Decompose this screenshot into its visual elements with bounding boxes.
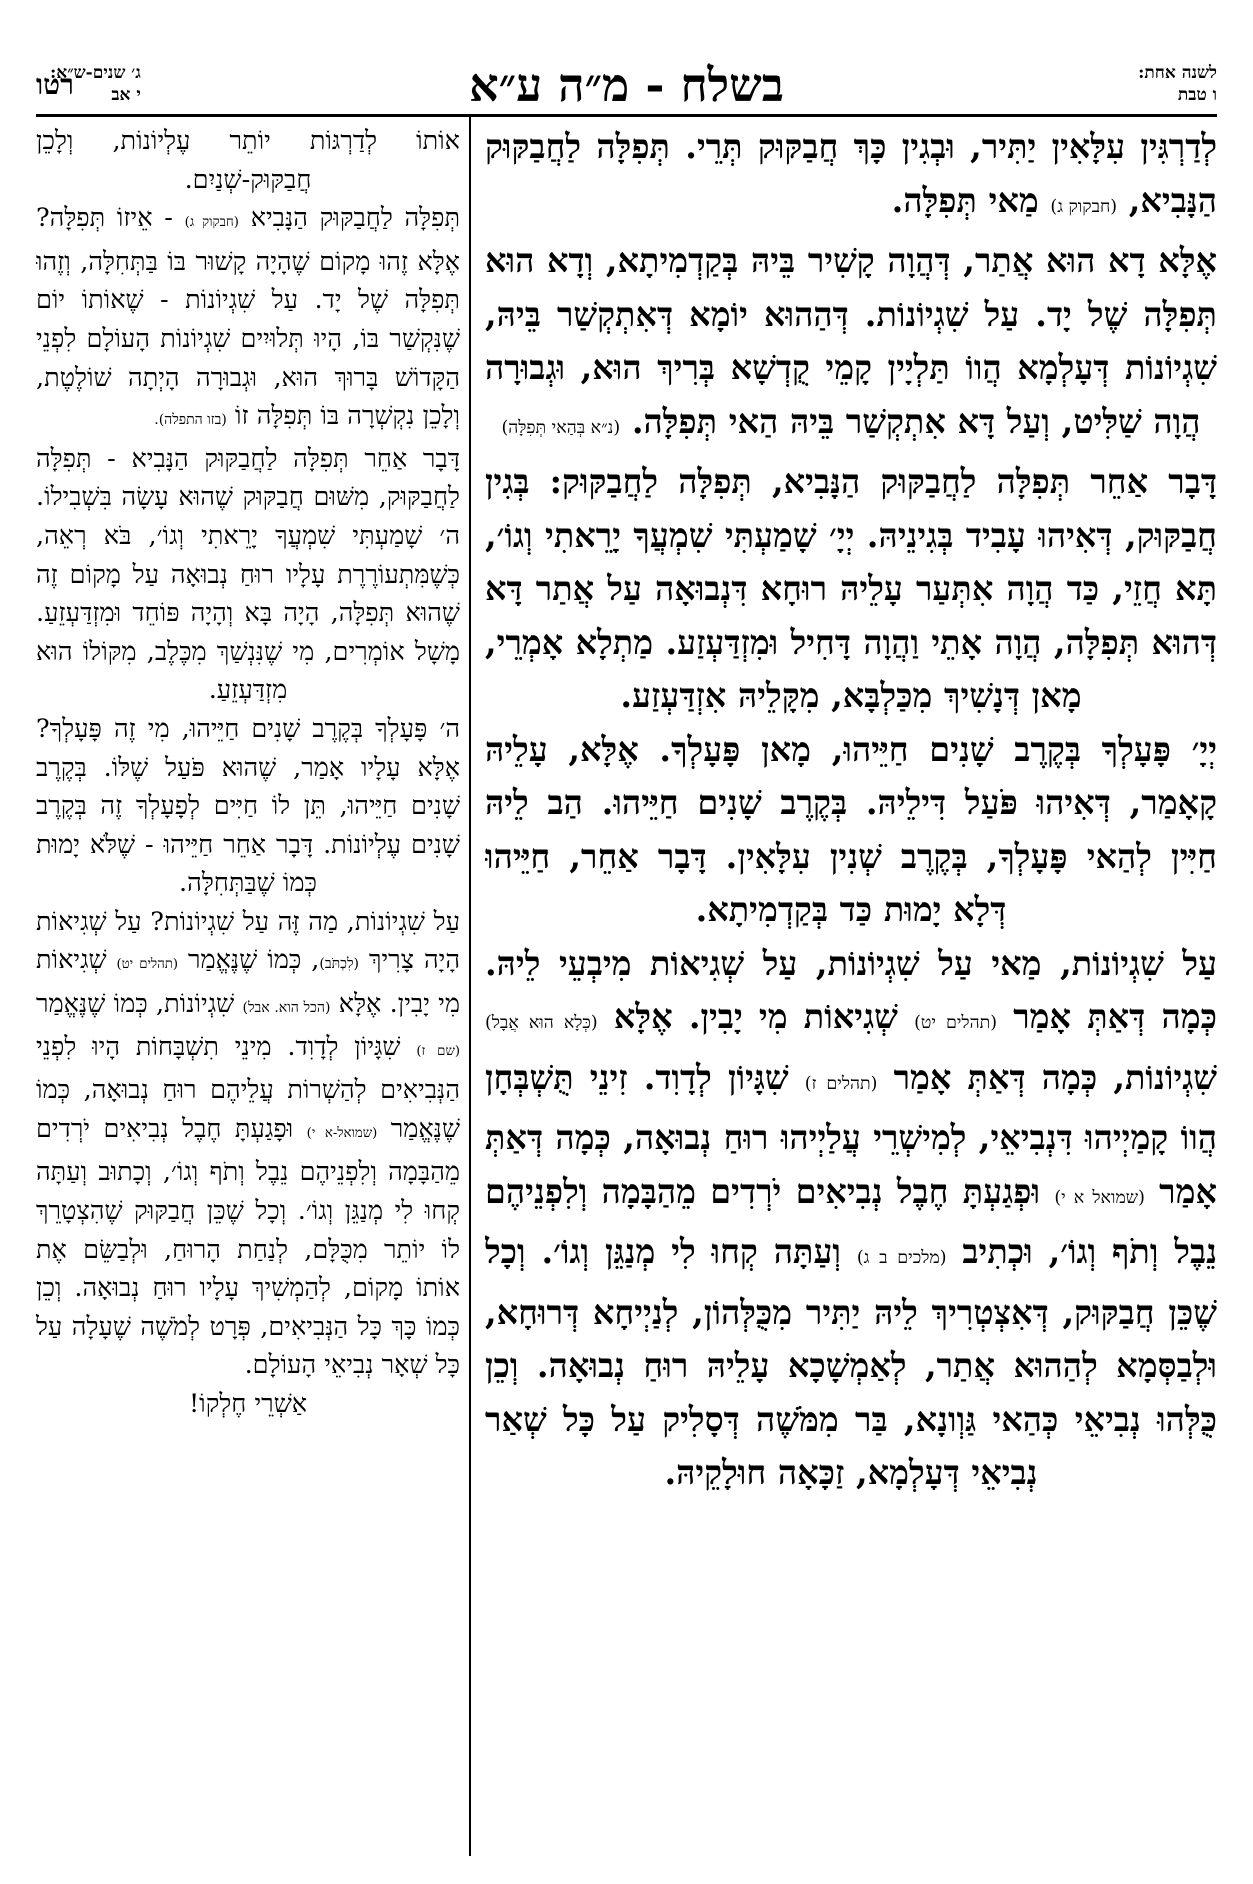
side-paragraph: אוֹתוֹ לְדַרְגּוֹת יוֹתֵר עֶלְיוֹנוֹת, וְלָכֵן חֲבַקּוּק-שְׁנַיִם.: [36, 126, 460, 195]
main-paragraph: דָּבָר אַחֵר תְּפִלָּה לַחֲבַקּוּק הַנָּבִיא, תְּפִלָּה לַחֲבַקּוּק: בְּגִין חֲבַקּוּק, דְּאִיהוּ עָבִיד בְּגִינֵיהּ. יְיָ׳ שָׁמַעְתִּי שִׁמְעֲךָ יָרֵאתִי וְגוֹ׳, תָּא חֲזֵי, כַּד הֲוָה אִתְּעַר עָלֵיהּ רוּחָא דִּנְבוּאָה עַל אֲתַר דָּא דְּהוּא תְּפִלָּה, הֲוָה אָתֵי וַהֲוָה דָּחִיל וּמִזְדַּעְזַע. מַתְלָא אָמְרֵי, מָאן דְּנָשִׁיךְ מִכַּלְבָּא, מִקָּלֵיהּ אִזְדַּעְזַע.: [485, 462, 1217, 715]
main-column-aramaic: [485, 120, 1217, 1860]
main-paragraph: אֶלָּא דָא הוּא אֲתַר, דְּהֲוָה קָשִׁיר בֵּיהּ בְּקַדְמִיתָא, וְדָא הוּא תְּפִלָּה שֶׁל יָד. עַל שִׁגְיוֹנוֹת. דְּהַהוּא יוֹמָא דְּאִתְקְשַׁר בֵּיהּ, שִׁגְיוֹנוֹת דְּעָלְמָא הֲווֹ תַּלְיָין קָמֵי קֻדְשָׁא בְּרִיךְ הוּא, וּגְבוּרָה הֲוָה שַׁלִּיט, וְעַל דָּא אִתְקְשַׁר בֵּיהּ הַאי תְּפִלָּה. (נ״א בְּהַאי תְּפִלָּה): [485, 241, 1217, 441]
header-rule: [36, 114, 1217, 117]
page-header: [0, 0, 1253, 120]
side-paragraph: ה׳ פָּעָלְךָ בְּקֶרֶב שָׁנִים חַיֵּיהוּ, מִי זֶה פָּעָלְךָ? אֶלָּא עָלָיו אָמַר, שֶׁהוּא פֹּעַל שֶׁלּוֹ. בְּקֶרֶב שָׁנִים חַיֵּיהוּ, תֵּן לוֹ חַיִּים לְפָעָלְךָ זֶה בְּקֶרֶב שָׁנִים עֶלְיוֹנוֹת. דָּבָר אַחֵר חַיֵּיהוּ - שֶׁלֹּא יָמוּת כְּמוֹ שֶׁבַּתְּחִלָּה.: [36, 713, 460, 899]
side-paragraph: עַל שִׁגְיוֹנוֹת, מַה זֶּה עַל שִׁגְיוֹנוֹת? עַל שְׁגִיאוֹת הָיָה צָרִיךְ (לִכְתֹּב), כְּמוֹ שֶׁנֶּאֱמַר (תהלים יט) שְׁגִיאוֹת מִי יָבִין. אֶלָּא (הכל הוא. אבל) שִׁגְיוֹנוֹת, כְּמוֹ שֶׁנֶּאֱמַר (שם ז) שִׁגָּיוֹן לְדָוִד. מִינֵי תִשְׁבָּחוֹת הָיוּ לִפְנֵי הַנְּבִיאִים לְהַשְׁרוֹת עֲלֵיהֶם רוּחַ נְבוּאָה, כְּמוֹ שֶׁנֶּאֱמַר (שמואל-א י) וּפָגַעְתָּ חֶבֶל נְבִיאִים יֹרְדִים מֵהַבָּמָה וְלִפְנֵיהֶם נֵבֶל וְתֹף וְגוֹ׳, וְכָתוּב וְעַתָּה קְחוּ לִי מְנַגֵּן וְגוֹ׳. וְכָל שֶׁכֵּן חֲבַקּוּק שֶׁהִצְטָרֵךְ לוֹ יוֹתֵר מִכֻּלָּם, לְנַחַת הָרוּחַ, וּלְבַשֵּׂם אֶת אוֹתוֹ מָקוֹם, לְהַמְשִׁיךְ עָלָיו רוּחַ נְבוּאָה. וְכֵן כְּמוֹ כָּךְ כָּל הַנְּבִיאִים, פְּרָט לְמֹשֶׁה שֶׁעָלָה עַל כָּל שְׁאָר נְבִיאֵי הָעוֹלָם.: [36, 906, 460, 1381]
schedule-one-year-date: ו טבת: [1177, 85, 1217, 105]
column-divider: [469, 116, 471, 1856]
main-paragraph: עַל שִׁגְיוֹנוֹת, מַאי עַל שִׁגְיוֹנוֹת, עַל שְׁגִיאוֹת מִיבְעֵי לֵיהּ. כְּמָה דְּאַתְּ אָמַר (תהלים יט) שְׁגִיאוֹת מִי יָבִין. אֶלָּא (כְּלָא הוּא אֲבָל) שִׁגְיוֹנוֹת, כְּמָה דְּאַתְּ אָמַר (תהלים ז) שִׁגָּיוֹן לְדָוִד. זִינֵי תֻּשְׁבְּחָן הֲווֹ קָמַיְיהוּ דִּנְבִיאֵי, לְמִישְׁרֵי עֲלַיְיהוּ רוּחַ נְבוּאָה, כְּמָה דְּאַתְּ אָמַר (שמואל א י) וּפְגַעְתָּ חֶבֶל נְבִיאִים יֹרְדִים מֵהַבָּמָה וְלִפְנֵיהֶם נֵבֶל וְתֹף וְגוֹ׳, וּכְתִיב (מלכים ב ג) וְעַתָּה קְחוּ לִי מְנַגֵּן וְגוֹ׳. וְכָל שֶׁכֵּן חֲבַקּוּק, דְּאִצְטְרִיךְ לֵיהּ יַתִּיר מִכֻּלְּהוֹן, לְנַיְיחָא דְּרוּחָא, וּלְבַסְּמָא לְהַהוּא אֲתַר, לְאַמְשָׁכָא עָלֵיהּ רוּחַ נְבוּאָה. וְכֵן כֻּלְּהוּ נְבִיאֵי כְּהַאי גַּוְונָא, בַּר מִמֹּשֶׁה דְּסָלִיק עַל כָּל שְׁאַר נְבִיאֵי דְּעָלְמָא, זַכָּאָה חוּלָקֵיהּ.: [485, 943, 1217, 1492]
schedule-three-years-date: י אב: [111, 85, 141, 105]
main-paragraph: יְיָ׳ פָּעָלְךָ בְּקֶרֶב שָׁנִים חַיֵּיהוּ, מָאן פָּעָלְךָ. אֶלָּא, עָלֵיהּ קָאָמַר, דְּאִיהוּ פֹּעַל דִּילֵיהּ. בְּקֶרֶב שָׁנִים חַיֵּיהוּ. הַב לֵיהּ חַיִּין לְהַאי פָּעָלְךָ, בְּקֶרֶב שְׁנִין עִלָּאִין. דָּבָר אַחֵר, חַיֵּיהוּ דְּלָא יָמוּת כַּד בְּקַדְמִיתָא.: [485, 729, 1217, 929]
main-paragraph: לְדַרְגִּין עִלָּאִין יַתִּיר, וּבְגִין כָּךְ חֲבַקּוּק תְּרֵי. תְּפִלָּה לַחֲבַקּוּק הַנָּבִיא, (חבקוק ג) מַאי תְּפִלָּה.: [485, 127, 1217, 220]
page-title: בשלח - מ״ה ע״א: [469, 58, 784, 112]
side-column-hebrew: [36, 122, 460, 1862]
schedule-three-years-label: ג׳ שנים-ש״א:: [50, 63, 141, 83]
side-paragraph: תְּפִלָּה לַחֲבַקּוּק הַנָּבִיא (חבקוק ג) - אֵיזוֹ תְּפִלָּה? אֶלָּא זֶהוּ מָקוֹם שֶׁהָיָה קָשׁוּר בּוֹ בַּתְּחִלָּה, וְזֶהוּ תְּפִלָּה שֶׁל יָד. עַל שִׁגְיוֹנוֹת - שֶׁאוֹתוֹ יוֹם שֶׁנִּקְשַׁר בּוֹ, הָיוּ תְּלוּיִים שִׁגְיוֹנוֹת הָעוֹלָם לִפְנֵי הַקָּדוֹשׁ בָּרוּךְ הוּא, וּגְבוּרָה הָיְתָה שׁוֹלֶטֶת, וְלָכֵן נִקְשְׁרָה בּוֹ תְּפִלָּה זוֹ (בזו התפלה).: [36, 203, 460, 432]
side-paragraph-closing: אַשְׁרֵי חֶלְקוֹ!: [188, 1389, 308, 1419]
schedule-one-year-label: לשנה אחת:: [1138, 63, 1217, 83]
side-paragraph: דָּבָר אַחֵר תְּפִלָּה לַחֲבַקּוּק הַנָּבִיא - תְּפִלָּה לַחֲבַקּוּק, מִשּׁוּם חֲבַקּוּק שֶׁהוּא עָשָׂה בִּשְׁבִילוֹ. ה׳ שָׁמַעְתִּי שִׁמְעֲךָ יָרֵאתִי וְגוֹ׳, בֹּא רְאֵה, כְּשֶׁמִּתְעוֹרֶרֶת עָלָיו רוּחַ נְבוּאָה עַל מָקוֹם זֶה שֶׁהוּא תְּפִלָּה, הָיָה בָּא וְהָיָה פּוֹחֵד וּמִזְדַּעְזֵעַ. מָשָׁל אוֹמְרִים, מִי שֶׁנִּנְשַׁךְ מִכֶּלֶב, מִקּוֹלוֹ הוּא מִזְדַּעְזֵעַ.: [36, 443, 460, 706]
page-number: רטו: [36, 68, 74, 101]
